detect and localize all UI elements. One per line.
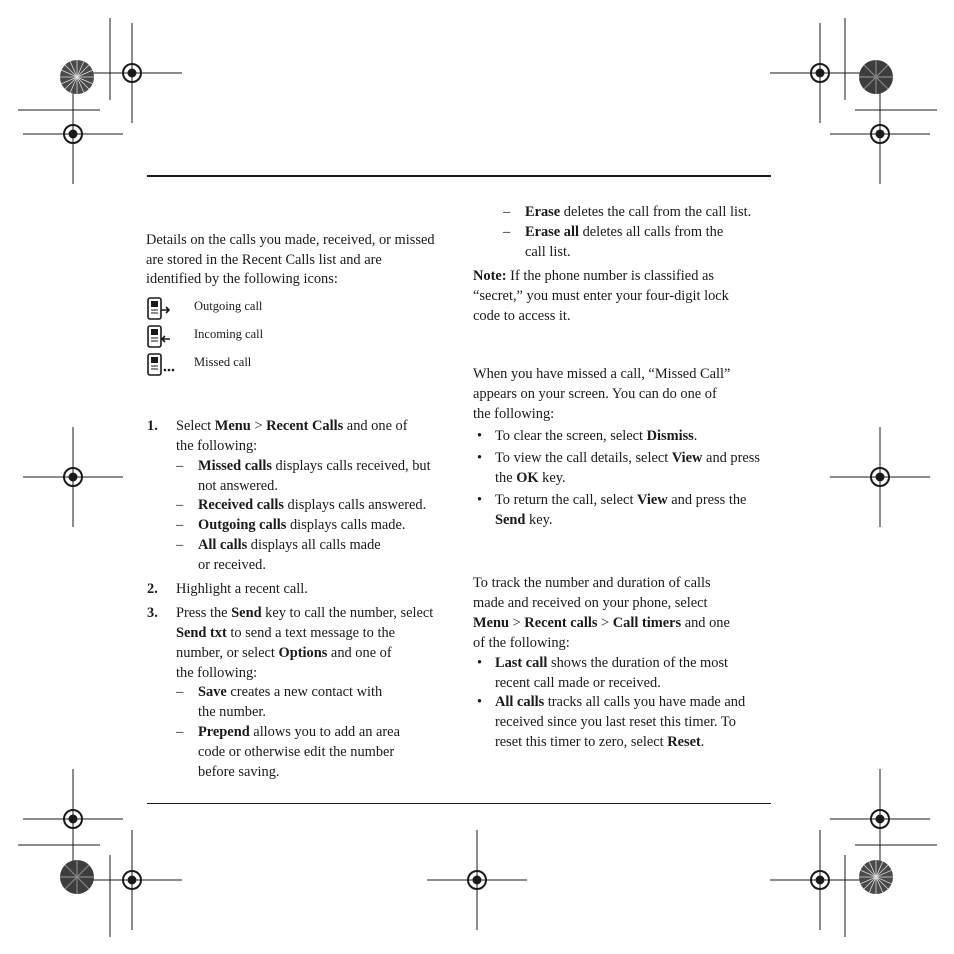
footer-rule bbox=[147, 803, 771, 804]
starburst-mark-top-right bbox=[858, 59, 894, 95]
registration-target-right-middle bbox=[830, 427, 930, 527]
timers-intro-line-3: Menu > Recent calls > Call timers and one bbox=[473, 615, 730, 631]
outgoing-call-label: Outgoing call bbox=[194, 299, 263, 313]
bullet-glyph: • bbox=[477, 450, 483, 466]
missed-call-label: Missed call bbox=[194, 355, 252, 369]
outgoing-call-icon bbox=[146, 296, 172, 322]
incoming-call-label: Incoming call bbox=[194, 327, 264, 341]
bullet-all-calls: All calls tracks all calls you have made and bbox=[495, 694, 746, 710]
sub-item-all-calls-cont: or received. bbox=[198, 557, 266, 573]
registration-target-bottom-left bbox=[82, 830, 182, 930]
sub-item-missed-calls: Missed calls displays calls received, but bbox=[198, 458, 431, 474]
sub-item-erase-all-cont: call list. bbox=[525, 244, 571, 260]
missed-intro-line-2: appears on your screen. You can do one of bbox=[473, 386, 717, 402]
missed-call-icon bbox=[146, 352, 176, 378]
registration-target-left-upper bbox=[23, 84, 123, 184]
dash-glyph: – bbox=[176, 517, 184, 533]
step-3-line-4: the following: bbox=[176, 665, 258, 681]
sub-item-received-calls: Received calls displays calls answered. bbox=[198, 497, 427, 513]
incoming-call-icon bbox=[146, 324, 172, 350]
bullet-dismiss: To clear the screen, select Dismiss. bbox=[495, 428, 698, 444]
timers-intro-line-1: To track the number and duration of calls bbox=[473, 575, 711, 591]
sub-item-prepend: Prepend allows you to add an area bbox=[198, 724, 400, 740]
step-number: 2. bbox=[147, 581, 158, 597]
registration-target-bottom-center bbox=[427, 830, 527, 930]
registration-target-bottom-right bbox=[770, 830, 870, 930]
intro-line-1: Details on the calls you made, received, or missed bbox=[146, 232, 435, 248]
dash-glyph: – bbox=[503, 224, 511, 240]
sub-item-save: Save creates a new contact with bbox=[198, 684, 383, 700]
sub-item-save-cont: the number. bbox=[198, 704, 266, 720]
bullet-glyph: • bbox=[477, 428, 483, 444]
step-1-line-1: Select Menu > Recent Calls and one of bbox=[176, 418, 408, 434]
bullet-glyph: • bbox=[477, 694, 483, 710]
dash-glyph: – bbox=[176, 724, 184, 740]
sub-item-outgoing-calls: Outgoing calls displays calls made. bbox=[198, 517, 406, 533]
dash-glyph: – bbox=[176, 537, 184, 553]
intro-line-2: are stored in the Recent Calls list and are bbox=[146, 252, 382, 268]
dash-glyph: – bbox=[176, 458, 184, 474]
bullet-glyph: • bbox=[477, 655, 483, 671]
registration-target-left-middle bbox=[23, 427, 123, 527]
dash-glyph: – bbox=[176, 684, 184, 700]
step-1-line-2: the following: bbox=[176, 438, 258, 454]
step-number: 1. bbox=[147, 418, 158, 434]
step-number: 3. bbox=[147, 605, 158, 621]
sub-item-missed-calls-cont: not answered. bbox=[198, 478, 278, 494]
sub-item-erase: Erase deletes the call from the call list. bbox=[525, 204, 752, 220]
step-3-line-3: number, or select Options and one of bbox=[176, 645, 392, 661]
bullet-return-call: To return the call, select View and press the bbox=[495, 492, 747, 508]
bullet-last-call: Last call shows the duration of the most bbox=[495, 655, 729, 671]
bullet-last-call-cont: recent call made or received. bbox=[495, 675, 661, 691]
dash-glyph: – bbox=[176, 497, 184, 513]
step-3-line-2: Send txt to send a text message to the bbox=[176, 625, 396, 641]
missed-intro-line-3: the following: bbox=[473, 406, 555, 422]
bullet-all-calls-cont-2: reset this timer to zero, select Reset. bbox=[495, 734, 705, 750]
header-rule bbox=[147, 175, 771, 177]
sub-item-erase-all: Erase all deletes all calls from the bbox=[525, 224, 724, 240]
dash-glyph: – bbox=[503, 204, 511, 220]
timers-intro-line-2: made and received on your phone, select bbox=[473, 595, 708, 611]
starburst-mark-bottom-right bbox=[858, 859, 894, 895]
bullet-return-call-cont: Send key. bbox=[495, 512, 553, 528]
bullet-view-details-cont: the OK key. bbox=[495, 470, 566, 486]
bullet-all-calls-cont-1: received since you last reset this timer. To bbox=[495, 714, 736, 730]
note-line-2: “secret,” you must enter your four-digit lock bbox=[473, 288, 729, 304]
sub-item-all-calls: All calls displays all calls made bbox=[198, 537, 381, 553]
starburst-mark-bottom-left bbox=[59, 859, 95, 895]
bullet-glyph: • bbox=[477, 492, 483, 508]
bullet-view-details: To view the call details, select View and press bbox=[495, 450, 761, 466]
sub-item-prepend-cont-1: code or otherwise edit the number bbox=[198, 744, 395, 760]
step-2-text: Highlight a recent call. bbox=[176, 581, 308, 597]
timers-intro-line-4: of the following: bbox=[473, 635, 570, 651]
note-line-1: Note: If the phone number is classified as bbox=[473, 268, 714, 284]
note-line-3: code to access it. bbox=[473, 308, 571, 324]
sub-item-prepend-cont-2: before saving. bbox=[198, 764, 280, 780]
starburst-mark-top-left bbox=[59, 59, 95, 95]
missed-intro-line-1: When you have missed a call, “Missed Call” bbox=[473, 366, 731, 382]
step-3-line-1: Press the Send key to call the number, select bbox=[176, 605, 434, 621]
registration-target-right-upper bbox=[830, 84, 930, 184]
intro-line-3: identified by the following icons: bbox=[146, 271, 338, 287]
